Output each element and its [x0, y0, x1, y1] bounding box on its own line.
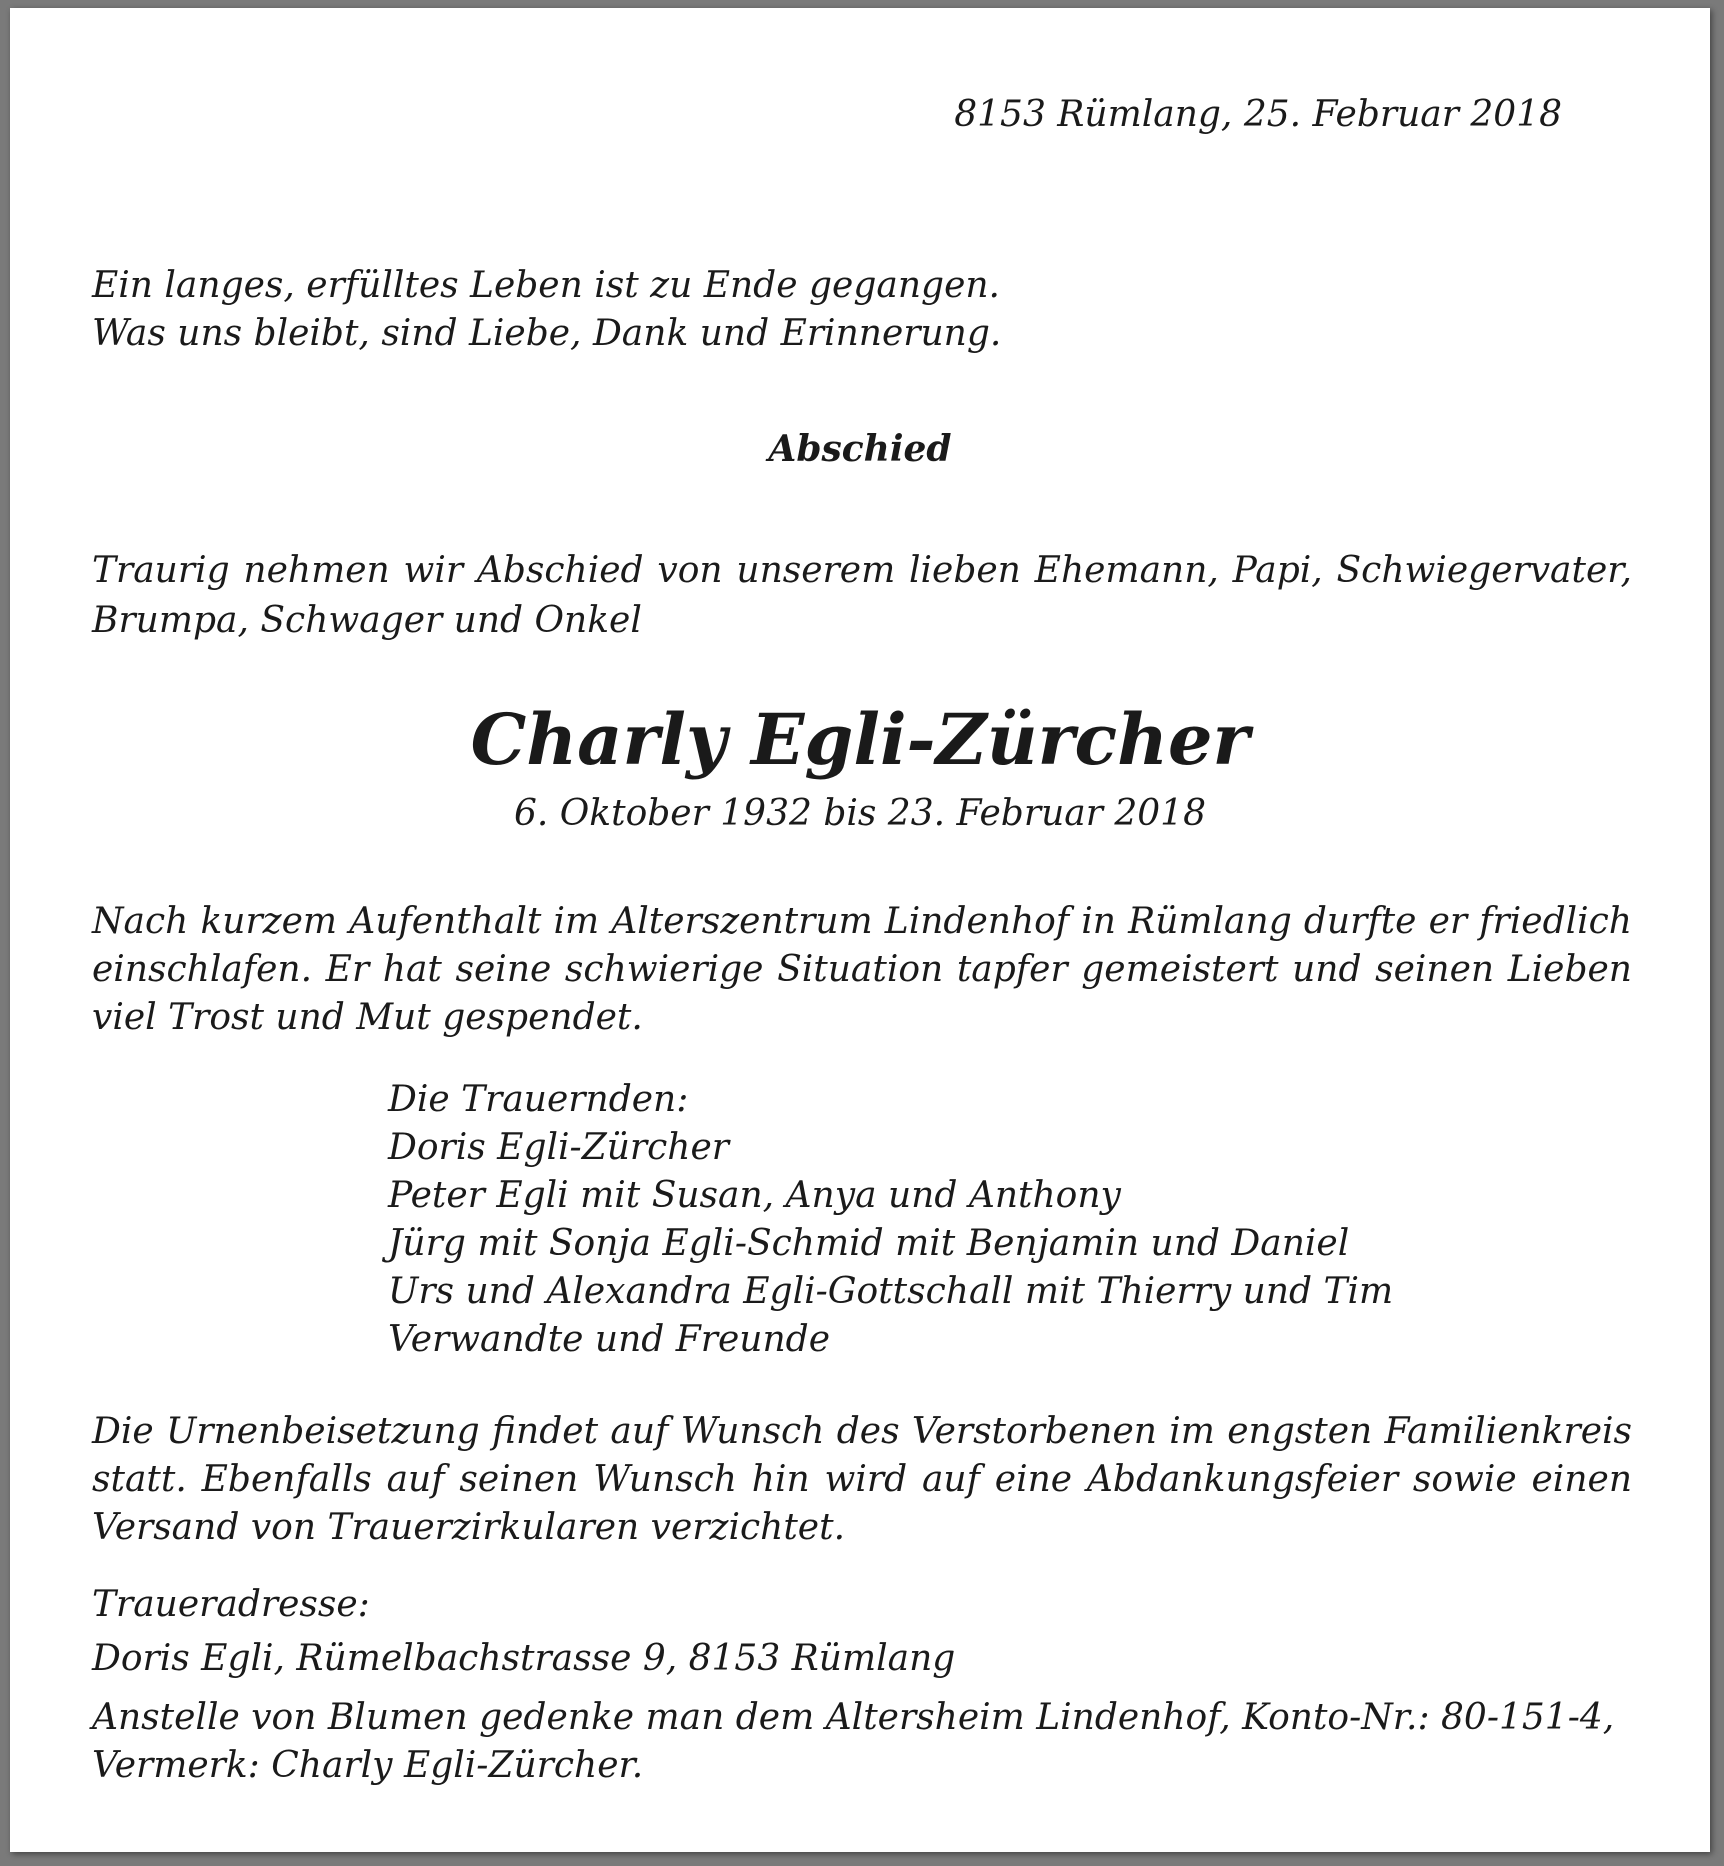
- mourners-title: Die Trauernden:: [388, 1079, 689, 1120]
- donation-line: Vermerk: Charly Egli-Zürcher.: [92, 1745, 644, 1786]
- motto-line: Ein langes, erfülltes Leben ist zu Ende gegangen.: [92, 265, 1000, 306]
- deceased-name: Charly Egli-Zürcher: [470, 698, 1250, 781]
- intro-paragraph: Traurig nehmen wir Abschied von unserem lieben Ehemann, Papi, Schwiegervater, Brumpa, Schwager und Onkel: [92, 550, 1632, 641]
- mourner-entry: Verwandte und Freunde: [388, 1319, 831, 1360]
- mourner-entry: Jürg mit Sonja Egli-Schmid mit Benjamin und Daniel: [388, 1223, 1350, 1264]
- donation-line: Anstelle von Blumen gedenke man dem Altersheim Lindenhof, Konto-Nr.: 80-151-4,: [92, 1697, 1615, 1738]
- heading-abschied: Abschied: [768, 428, 952, 470]
- address-value: Doris Egli, Rümelbachstrasse 9, 8153 Rümlang: [92, 1638, 956, 1679]
- mourning-address: [92, 1578, 955, 1686]
- deceased-lifespan: 6. Oktober 1932 bis 23. Februar 2018: [514, 793, 1206, 834]
- address-label: Traueradresse:: [92, 1584, 370, 1625]
- mourner-entry: Peter Egli mit Susan, Anya und Anthony: [388, 1175, 1121, 1216]
- motto: [92, 262, 1001, 358]
- mourners-list: [388, 1076, 1393, 1364]
- motto-line: Was uns bleibt, sind Liebe, Dank und Erinnerung.: [92, 313, 1002, 354]
- story-paragraph: Nach kurzem Aufenthalt im Alterszentrum Lindenhof in Rümlang durfte er friedlich einschlafen. Er hat seine schwierige Situation tapfer gemeistert und seinen Lieben viel Trost und Mut gespendet.: [92, 901, 1632, 1038]
- obituary-page: [10, 8, 1710, 1852]
- mourner-entry: Doris Egli-Zürcher: [388, 1127, 729, 1168]
- burial-paragraph: Die Urnenbeisetzung findet auf Wunsch des Verstorbenen im engsten Familienkreis statt. Ebenfalls auf seinen Wunsch hin wird auf eine Abdankungsfeier sowie einen Versand von Trauerzirkularen verzichtet.: [92, 1411, 1632, 1548]
- mourner-entry: Urs und Alexandra Egli-Gottschall mit Thierry und Tim: [388, 1271, 1394, 1312]
- place-date: 8153 Rümlang, 25. Februar 2018: [954, 94, 1562, 135]
- donation-note: [92, 1694, 1632, 1790]
